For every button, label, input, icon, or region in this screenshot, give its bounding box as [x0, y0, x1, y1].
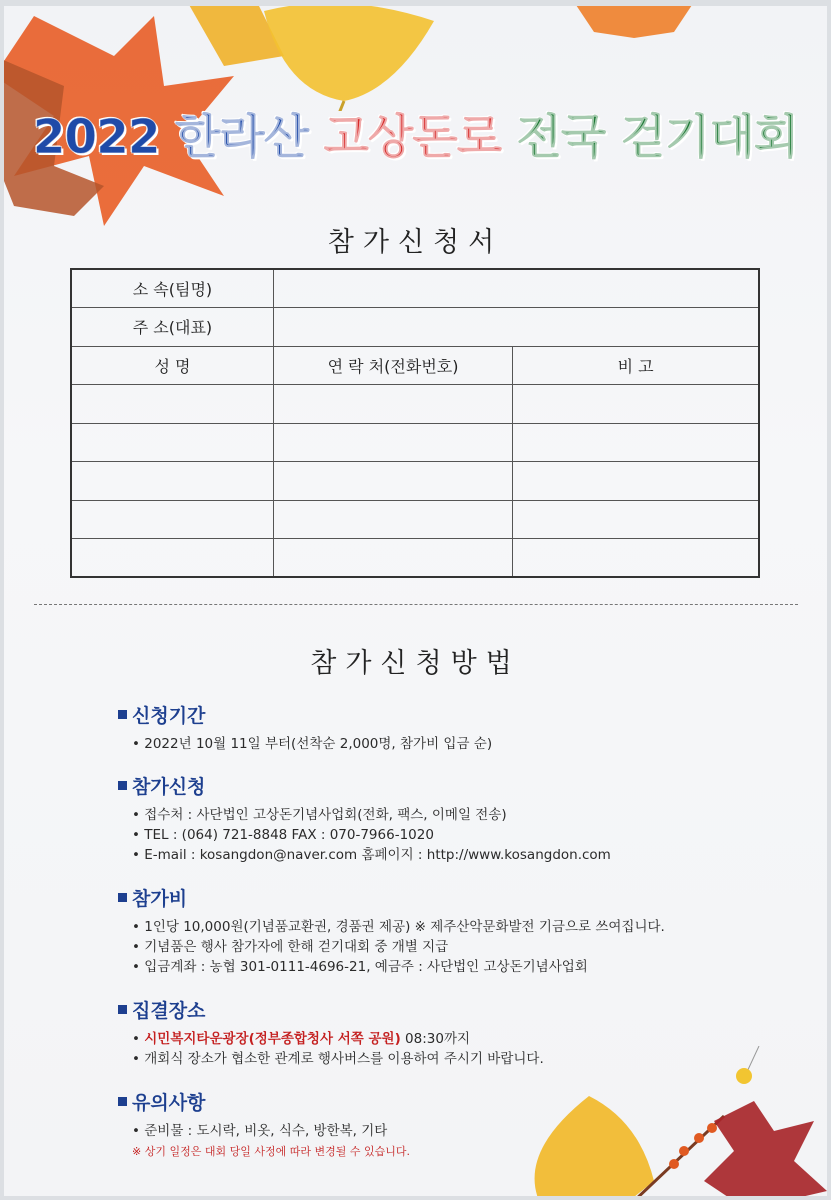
remarks-cell[interactable]	[513, 500, 759, 539]
remarks-cell[interactable]	[513, 539, 759, 578]
square-bullet-icon	[118, 893, 127, 902]
name-cell[interactable]	[71, 500, 273, 539]
list-item: • 기념품은 행사 참가자에 한해 걷기대회 중 개별 지급	[132, 939, 449, 955]
affiliation-field[interactable]	[273, 269, 759, 308]
affiliation-label: 소 속(팀명)	[71, 269, 273, 308]
page-title	[4, 100, 827, 167]
section-heading: 유의사항	[132, 1092, 206, 1114]
remarks-cell[interactable]	[513, 423, 759, 462]
address-label: 주 소(대표)	[71, 308, 273, 347]
table-row	[71, 500, 759, 539]
application-form-sheet	[4, 6, 827, 1196]
table-row	[71, 308, 759, 347]
name-column-header: 성 명	[71, 346, 273, 385]
contact-column-header: 연 락 처(전화번호)	[273, 346, 512, 385]
remarks-cell[interactable]	[513, 462, 759, 501]
square-bullet-icon	[118, 1005, 127, 1014]
section-meeting-place	[118, 996, 544, 1069]
remarks-column-header: 비 고	[513, 346, 759, 385]
title-place: 한라산	[174, 110, 309, 165]
square-bullet-icon	[118, 710, 127, 719]
name-cell[interactable]	[71, 462, 273, 501]
section-heading: 참가비	[132, 888, 188, 910]
square-bullet-icon	[118, 781, 127, 790]
list-item: • 2022년 10월 11일 부터(선착순 2,000명, 참가비 입금 순)	[132, 736, 493, 752]
remarks-cell[interactable]	[513, 385, 759, 424]
contact-cell[interactable]	[273, 462, 512, 501]
address-field[interactable]	[273, 308, 759, 347]
contact-cell[interactable]	[273, 539, 512, 578]
table-row	[71, 539, 759, 578]
section-registration	[118, 772, 611, 865]
form-title: 참가신청서	[327, 227, 504, 258]
list-item: • E-mail : kosangdon@naver.com 홈페이지 : http://www.kosangdon.com	[132, 847, 611, 863]
name-cell[interactable]	[71, 423, 273, 462]
maple-leaf-icon	[694, 1091, 827, 1196]
contact-cell[interactable]	[273, 500, 512, 539]
square-bullet-icon	[118, 1097, 127, 1106]
table-row	[71, 462, 759, 501]
list-item: • 시민복지타운광장(정부종합청사 서쪽 공원) 08:30까지	[132, 1031, 471, 1047]
title-road: 고상돈로	[323, 110, 502, 165]
name-cell[interactable]	[71, 385, 273, 424]
application-table	[70, 268, 760, 578]
list-item: • 준비물 : 도시락, 비옷, 식수, 방한복, 기타	[132, 1123, 388, 1139]
method-title: 참가신청방법	[310, 648, 521, 679]
schedule-change-note: ※ 상기 일정은 대회 당일 사정에 따라 변경될 수 있습니다.	[132, 1145, 410, 1158]
section-fee	[118, 884, 665, 977]
meeting-location: 시민복지타운광장(정부종합청사 서쪽 공원)	[144, 1031, 401, 1047]
list-item: • 접수처 : 사단법인 고상돈기념사업회(전화, 팩스, 이메일 전송)	[132, 807, 507, 823]
list-item: • 입금계좌 : 농협 301-0111-4696-21, 예금주 : 사단법인 고상돈기념사업회	[132, 959, 588, 975]
title-event: 전국 걷기대회	[516, 110, 799, 165]
list-item: • TEL : (064) 721-8848 FAX : 070-7966-1020	[132, 827, 434, 843]
table-header-row	[71, 346, 759, 385]
contact-cell[interactable]	[273, 385, 512, 424]
section-heading: 신청기간	[132, 705, 206, 727]
title-year: 2022	[32, 110, 160, 165]
contact-cell[interactable]	[273, 423, 512, 462]
section-notes	[118, 1088, 410, 1159]
table-row	[71, 385, 759, 424]
section-heading: 집결장소	[132, 1000, 206, 1022]
cut-line-divider	[34, 604, 798, 605]
table-row	[71, 423, 759, 462]
name-cell[interactable]	[71, 539, 273, 578]
list-item: • 개회식 장소가 협소한 관계로 행사버스를 이용하여 주시기 바랍니다.	[132, 1051, 544, 1067]
meeting-time: 08:30까지	[400, 1031, 471, 1047]
table-row	[71, 269, 759, 308]
ginkgo-leaf-icon	[244, 6, 444, 111]
list-item: • 1인당 10,000원(기념품교환권, 경품권 제공) ※ 제주산악문화발전 기금으로 쓰여집니다.	[132, 919, 665, 935]
maple-leaf-icon	[574, 6, 694, 42]
ginkgo-leaf-icon	[734, 1046, 764, 1086]
section-period	[118, 701, 492, 754]
section-heading: 참가신청	[132, 776, 206, 798]
